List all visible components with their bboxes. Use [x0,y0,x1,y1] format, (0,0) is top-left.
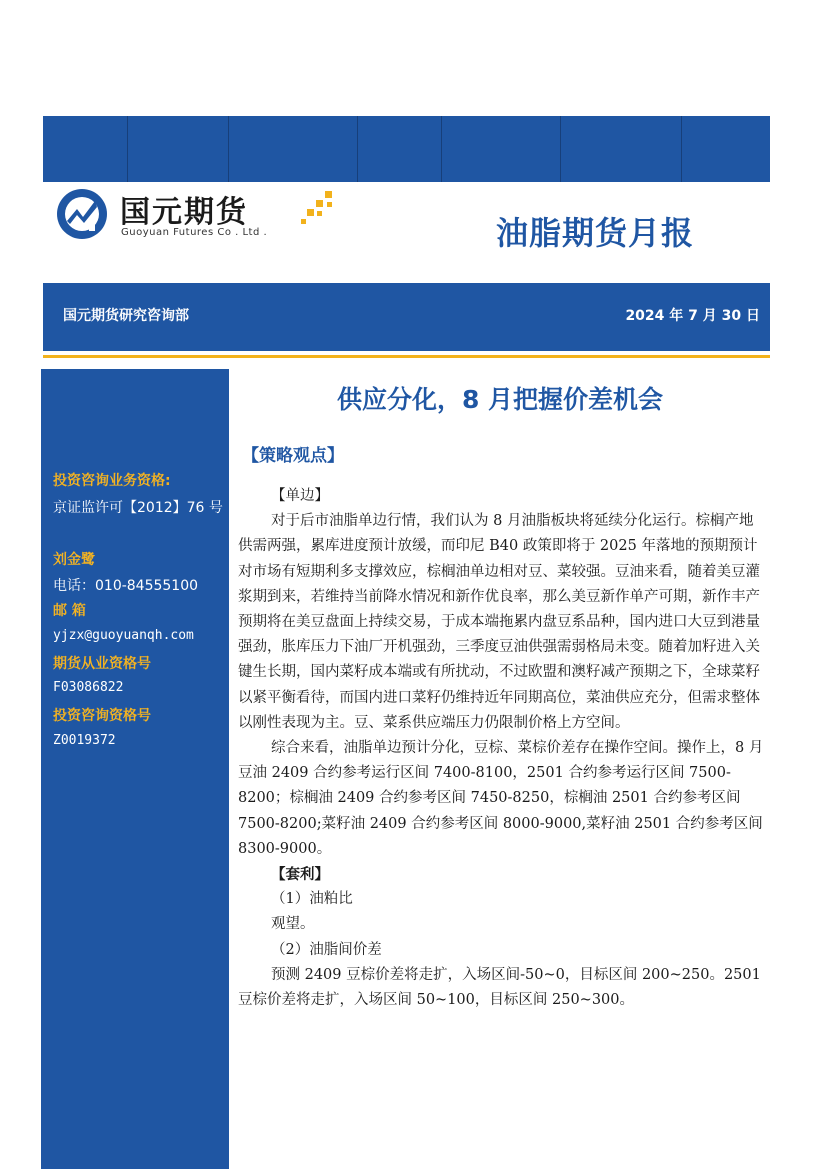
single-side-heading: 【单边】 [271,488,329,504]
consult-license-label: 投资咨询资格号 [53,708,151,724]
banner-divider [228,116,229,182]
paragraph: 对于后市油脂单边行情，我们认为 8 月油脂板块将延续分化运行。棕榈产地供需两强，累库进度预计放缓，而印尼 B40 政策即将于 2025 年落地的预期预计对市场有短期利多支撑效应，棕榈油单边相对豆、菜较强。豆油来看，随着美豆灌浆期到来，若维持当前降水情况和新作优良率，那么美豆新作单产可期，新作丰产预期将在美豆盘面上持续交易，于成本端拖累内盘豆系品种，国内进口大豆到港量强劲，胀库压力下油厂开机强劲，三季度豆油供强需弱格局未变。随着加籽进入关键生长期，国内菜籽成本端或有所扰动，不过欧盟和澳籽减产预期之下，全球菜籽以紧平衡看待，而国内进口菜籽仍维持近年同期高位，菜油供应充分，但需求整体以刚性表现为主。豆、菜系供应端压力仍限制价格上方空间。 [238,513,760,731]
consult-license-number: Z0019372 [53,733,116,748]
author-sidebar [41,369,229,1169]
article-body [238,484,766,1013]
department-bar [43,283,770,351]
arbitrage-heading: 【套利】 [271,866,329,884]
banner-divider [681,116,682,182]
banner-divider [127,116,128,182]
department-name: 国元期货研究咨询部 [63,308,189,324]
company-name-en: Guoyuan Futures Co . Ltd . [121,227,268,238]
author-email[interactable]: yjzx@guoyuanqh.com [53,628,194,643]
article-title: 供应分化，8 月把握价差机会 [336,385,664,414]
banner-divider [560,116,561,182]
qualification-value: 京证监许可【2012】76 号 [53,500,223,516]
top-banner [43,116,770,182]
logo-mark-icon [55,187,109,241]
paragraph: 综合来看，油脂单边预计分化，豆棕、菜棕价差存在操作空间。操作上，8 月豆油 2409 合约参考运行区间 7400-8100，2501 合约参考运行区间 7500-8200；棕榈油 2409 合约参考区间 7450-8250，棕榈油 2501 合约参考区间 7500-8200;菜籽油 2409 合约参考区间 8000-9000,菜籽油 2501 合约参考区间 8300-9000。 [238,740,764,857]
logo-dots-icon [299,189,339,229]
gold-divider [43,355,770,358]
banner-divider [357,116,358,182]
author-name: 刘金鹭 [53,552,95,568]
list-item: （1）油粕比 [271,891,353,908]
list-item-body: 观望。 [271,916,315,933]
company-name-cn: 国元期货 [120,195,248,230]
banner-divider [441,116,442,182]
paragraph: 预测 2409 豆棕价差将走扩，入场区间-50~0，目标区间 200~250。2501 豆棕价差将走扩，入场区间 50~100，目标区间 250~300。 [238,966,761,1009]
futures-license-label: 期货从业资格号 [53,656,151,672]
email-label: 邮 箱 [53,603,86,619]
report-title: 油脂期货月报 [496,214,695,252]
list-item: （2）油脂间价差 [271,941,382,958]
company-logo [55,187,345,247]
author-phone: 电话：010-84555100 [53,578,199,594]
report-date: 2024 年 7 月 30 日 [625,308,760,324]
qualification-label: 投资咨询业务资格: [53,473,171,489]
strategy-heading: 【策略观点】 [242,446,344,466]
futures-license-number: F03086822 [53,680,124,695]
